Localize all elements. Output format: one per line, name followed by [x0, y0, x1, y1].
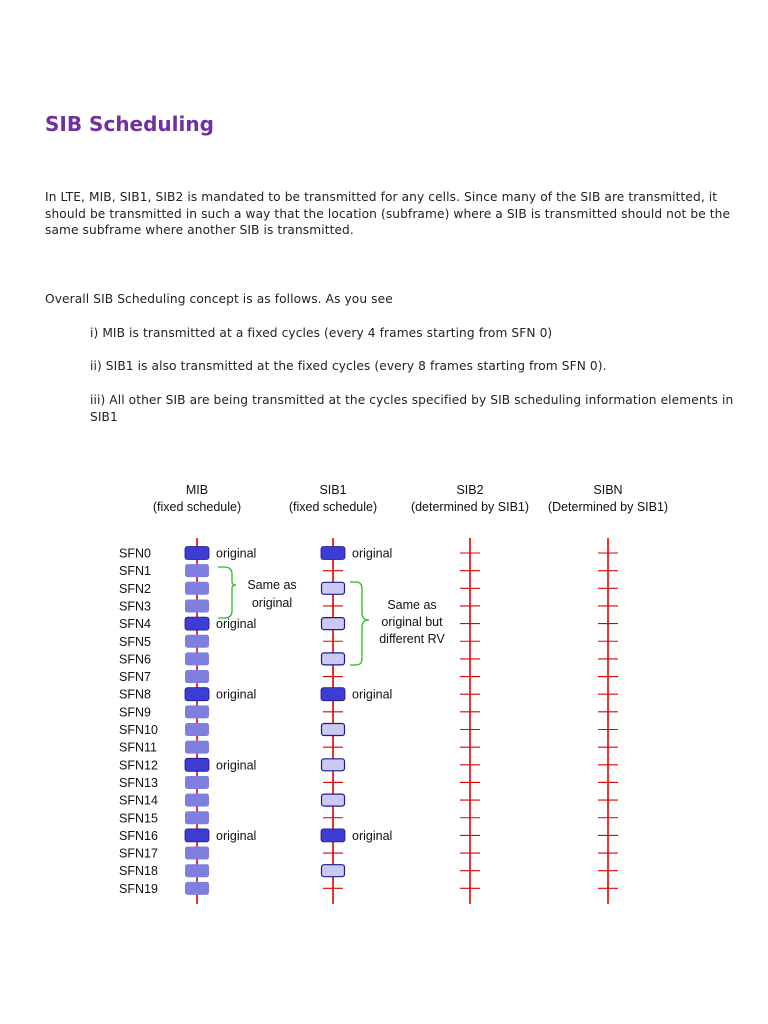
row-label-sfn18: SFN18: [119, 864, 158, 879]
sib1-bracket: [350, 582, 369, 665]
sib1-original-block: [321, 829, 345, 842]
overview-paragraph: Overall SIB Scheduling concept is as follows. As you see: [45, 292, 393, 306]
sib1-repeat-block: [322, 653, 345, 665]
page-title: SIB Scheduling: [45, 112, 214, 136]
row-label-sfn14: SFN14: [119, 793, 158, 808]
sib1-repeat-block: [322, 794, 345, 806]
row-label-sfn7: SFN7: [119, 670, 151, 685]
mib-original-label: original: [216, 546, 257, 561]
row-label-sfn9: SFN9: [119, 705, 151, 720]
sib1-original-label: original: [352, 828, 393, 843]
sib1-original-block: [321, 688, 345, 701]
mib-original-label: original: [216, 617, 257, 632]
mib-bracket-label-line1: Same as: [247, 578, 297, 592]
column-subtitle-sibn: (Determined by SIB1): [547, 500, 669, 514]
row-label-sfn5: SFN5: [119, 634, 151, 649]
sib1-repeat-block: [322, 582, 345, 594]
column-header-mib: MIB: [185, 483, 209, 497]
row-label-sfn8: SFN8: [119, 687, 151, 702]
mib-bracket: [218, 567, 236, 618]
sib1-bracket-label-line3: different RV: [379, 632, 445, 646]
sib1-repeat-block: [322, 865, 345, 877]
row-label-sfn13: SFN13: [119, 775, 158, 790]
mib-original-block: [185, 829, 209, 842]
column-subtitle-mib: (fixed schedule): [152, 500, 242, 514]
mib-original-block: [185, 758, 209, 771]
mib-original-block: [185, 617, 209, 630]
column-header-sibn: SIBN: [593, 483, 623, 497]
sib1-original-label: original: [352, 687, 393, 702]
row-label-sfn3: SFN3: [119, 599, 151, 614]
row-label-sfn17: SFN17: [119, 846, 158, 861]
point-mib: i) MIB is transmitted at a fixed cycles (every 4 frames starting from SFN 0): [90, 326, 553, 340]
sib1-repeat-block: [322, 759, 345, 771]
row-label-sfn12: SFN12: [119, 758, 158, 773]
column-header-sib1: SIB1: [319, 483, 347, 497]
mib-repeat-block: [185, 582, 209, 595]
sib1-bracket-label-line1: Same as: [387, 598, 437, 612]
mib-repeat-block: [185, 599, 209, 612]
sib1-original-label: original: [352, 546, 393, 561]
mib-repeat-block: [185, 811, 209, 824]
point-other-sib: iii) All other SIB are being transmitted at the cycles specified by SIB scheduling information elements in SIB1: [90, 393, 734, 424]
mib-repeat-block: [185, 847, 209, 860]
sib1-repeat-block: [322, 618, 345, 630]
row-label-sfn4: SFN4: [119, 617, 151, 632]
row-label-sfn16: SFN16: [119, 828, 158, 843]
mib-original-label: original: [216, 828, 257, 843]
mib-original-label: original: [216, 687, 257, 702]
mib-bracket-label-line2: original: [251, 596, 293, 610]
mib-repeat-block: [185, 741, 209, 754]
row-label-sfn15: SFN15: [119, 811, 158, 826]
column-subtitle-sib2: (determined by SIB1): [410, 500, 530, 514]
mib-repeat-block: [185, 670, 209, 683]
mib-repeat-block: [185, 864, 209, 877]
row-label-sfn6: SFN6: [119, 652, 151, 667]
row-label-sfn10: SFN10: [119, 723, 158, 737]
row-label-sfn0: SFN0: [119, 546, 151, 561]
mib-original-block: [185, 547, 209, 560]
intro-paragraph: In LTE, MIB, SIB1, SIB2 is mandated to be transmitted for any cells. Since many of the SIB are transmitted, it should be transmitted in such a way that the location (subframe) where a SIB is transmitted should not be the same subframe where another SIB is transmitted.: [45, 190, 731, 237]
mib-repeat-block: [185, 652, 209, 665]
sib1-bracket-label-line2: original but: [381, 615, 443, 629]
column-subtitle-sib1: (fixed schedule): [288, 500, 378, 514]
mib-repeat-block: [185, 794, 209, 807]
row-label-sfn2: SFN2: [119, 581, 151, 596]
row-label-sfn1: SFN1: [119, 564, 151, 579]
mib-original-block: [185, 688, 209, 701]
mib-repeat-block: [185, 776, 209, 789]
mib-repeat-block: [185, 635, 209, 648]
mib-repeat-block: [185, 564, 209, 577]
row-label-sfn19: SFN19: [119, 881, 158, 896]
mib-repeat-block: [185, 882, 209, 895]
column-header-sib2: SIB2: [456, 483, 484, 497]
mib-original-label: original: [216, 758, 257, 773]
mib-repeat-block: [185, 705, 209, 718]
point-sib1: ii) SIB1 is also transmitted at the fixed cycles (every 8 frames starting from SFN 0).: [90, 359, 607, 373]
sib1-original-block: [321, 547, 345, 560]
row-label-sfn11: SFN11: [119, 740, 157, 755]
mib-repeat-block: [185, 723, 209, 736]
sib1-repeat-block: [322, 724, 345, 736]
sib-scheduling-diagram: [0, 470, 768, 910]
